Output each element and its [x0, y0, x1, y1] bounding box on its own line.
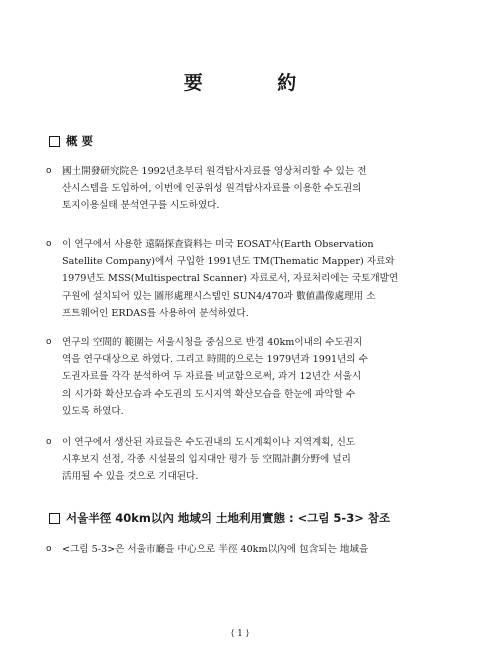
paragraph-2	[46, 236, 438, 322]
paragraph-3	[46, 334, 438, 420]
paragraph-line: Satellite Company)에서 구입한 1991년도 TM(Thematic Mapper) 자료와	[62, 256, 395, 268]
paragraph-line: 연구의 空間的 範圍는 서울시청을 중심으로 반경 40km이내의 수도권지	[62, 337, 363, 348]
paragraph-5	[46, 541, 438, 558]
paragraph-line: 산시스템을 도입하여, 이번에 인공위성 원격탐사자료를 이용한 수도권의	[62, 183, 362, 195]
bullet-marker: o	[46, 544, 52, 554]
paragraph-line: 活用될 수 있을 것으로 기대된다.	[62, 471, 199, 483]
bullet-marker: o	[46, 166, 52, 176]
bullet-marker: o	[46, 337, 52, 347]
bullet-marker: o	[46, 437, 52, 447]
paragraph-1	[46, 163, 438, 215]
section-heading-label: 서울半徑 40km以內 地域의 土地利用實態 : <그림 5-3> 참조	[66, 511, 391, 525]
section-heading-overview	[49, 133, 93, 149]
paragraph-line: 있도록 하였다.	[62, 405, 124, 417]
paragraph-line: 시후보지 선정, 각종 시설물의 입지대안 평가 등 空間計劃分野에 널리	[62, 454, 351, 466]
paragraph-line: 의 시가화 확산모습과 수도권의 도시지역 확산모습을 한눈에 파악할 수	[62, 388, 356, 400]
paragraph-line: 이 연구에서 생산된 자료들은 수도권내의 도시계획이나 지역계획, 신도	[62, 437, 356, 448]
paragraph-line: 프트웨어인 ERDAS를 사용하여 분석하였다.	[62, 307, 249, 319]
paragraph-line: 토지이용실태 분석연구를 시도하였다.	[62, 200, 220, 212]
paragraph-line: 도권자료를 각각 분석하여 두 자료를 비교함으로써, 과거 12년간 서울시	[62, 371, 362, 383]
section-heading-land-use	[49, 510, 390, 526]
paragraph-line: <그림 5-3>은 서울市廳을 中心으로 半徑 40km以內에 包含되는 地域을	[62, 544, 369, 555]
section-heading-label: 概 要	[66, 134, 94, 148]
paragraph-line: 역을 연구대상으로 하였다. 그리고 時間的으로는 1979년과 1991년의 수	[62, 354, 368, 366]
paragraph-line: 國土開發研究院은 1992년초부터 원격탐사자료를 영상처리할 수 있는 전	[62, 166, 367, 177]
checkbox-icon	[49, 513, 60, 524]
paragraph-4	[46, 434, 438, 486]
bullet-marker: o	[46, 239, 52, 249]
paragraph-line: 이 연구에서 사용한 遠隔探査資料는 미국 EOSAT사(Earth Observation	[62, 239, 374, 250]
page-number: ⟨ 1 ⟩	[230, 629, 250, 639]
checkbox-icon	[49, 136, 60, 147]
paragraph-line: 1979년도 MSS(Multispectral Scanner) 자료로서, 자료처리에는 국토개발연	[62, 273, 399, 285]
paragraph-line: 구원에 설치되어 있는 圖形處理시스템인 SUN4/470과 數値畵像處理用 소	[62, 290, 376, 302]
page-title: 要 約	[183, 72, 331, 94]
